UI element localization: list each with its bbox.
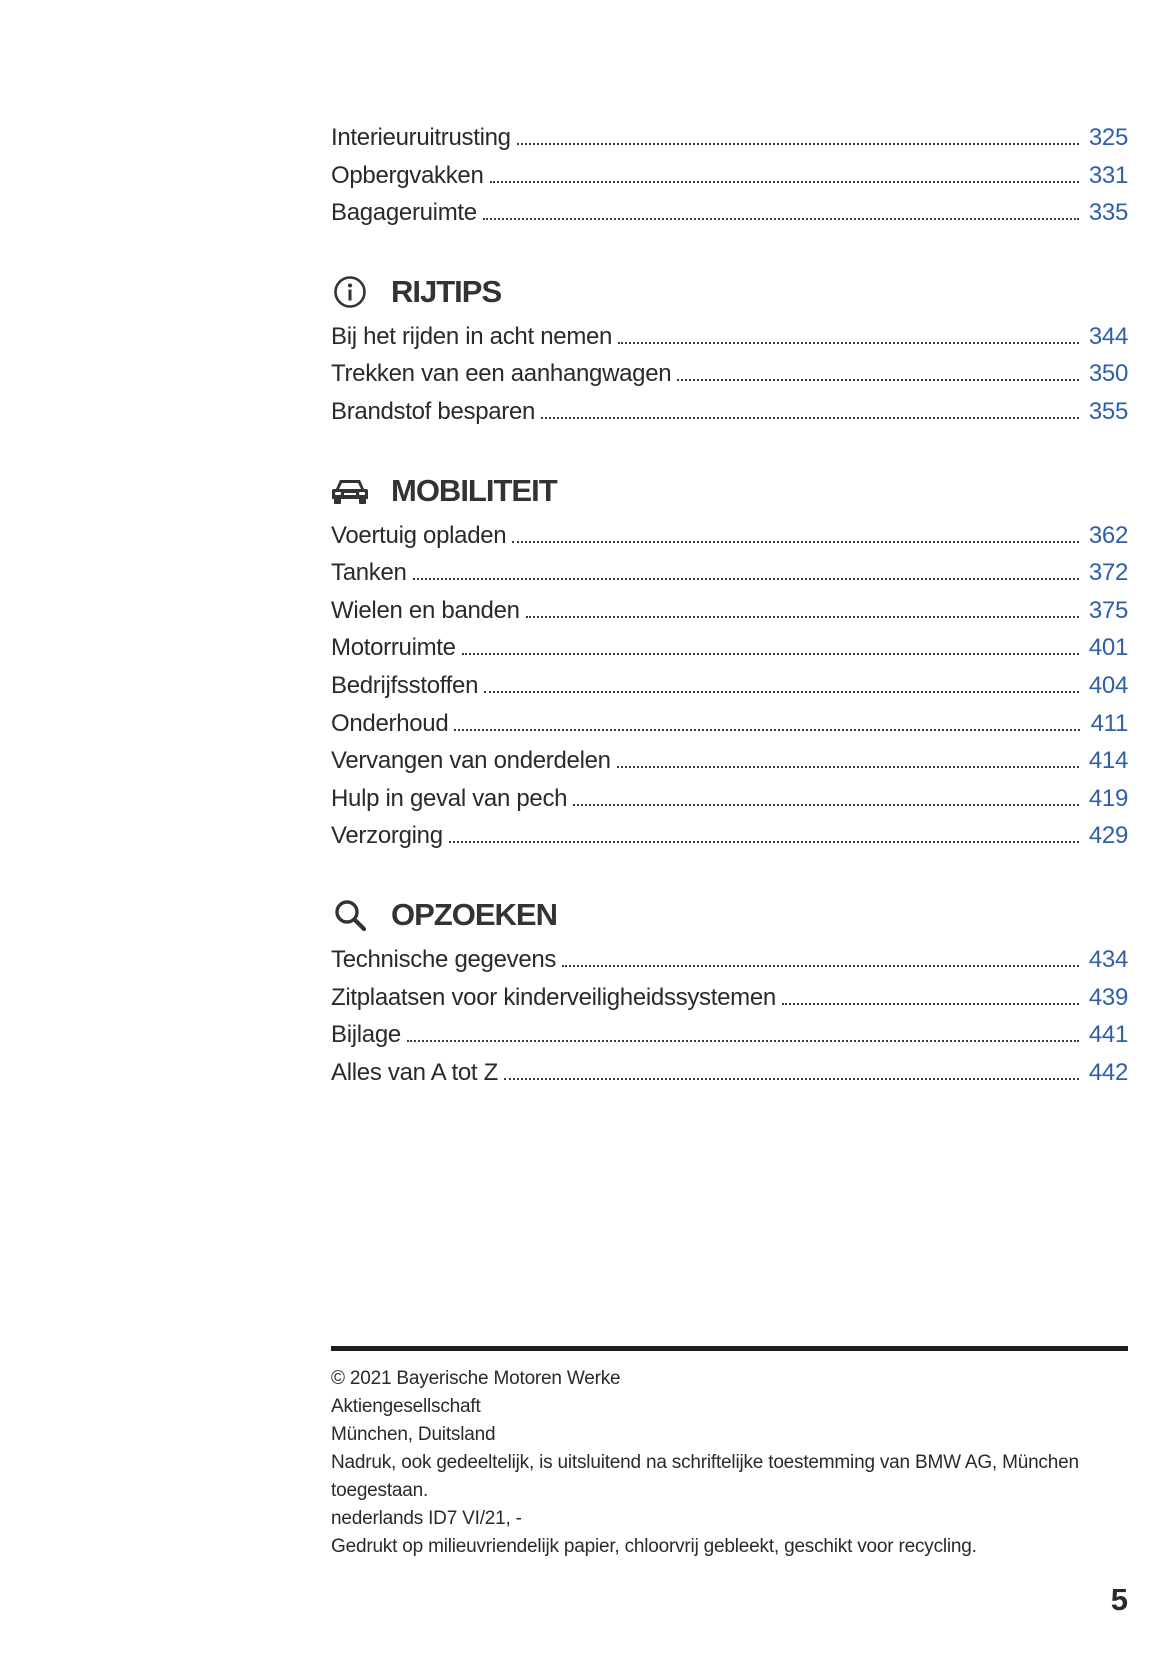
toc-entry[interactable]	[331, 1059, 1128, 1097]
dot-leader	[490, 180, 1079, 183]
section-header	[331, 265, 1128, 319]
toc-entry-title: Brandstof besparen	[331, 397, 536, 425]
info-icon	[331, 273, 369, 311]
toc-entry-title: Bedrijfsstoffen	[331, 671, 479, 699]
toc-entry[interactable]	[331, 822, 1128, 860]
toc-entry-page[interactable]: 419	[1088, 784, 1128, 812]
imprint-line: Aktiengesellschaft	[331, 1396, 481, 1417]
dot-leader	[454, 728, 1080, 731]
dot-leader	[449, 840, 1079, 843]
toc-entry-page[interactable]: 344	[1088, 322, 1128, 350]
toc-entry[interactable]	[331, 522, 1128, 560]
toc-entry[interactable]	[331, 946, 1128, 984]
imprint-line: toegestaan.	[331, 1480, 429, 1501]
dot-leader	[407, 1039, 1079, 1042]
toc-entry[interactable]	[331, 597, 1128, 635]
toc-entry-page[interactable]: 429	[1088, 822, 1128, 850]
toc-entry-title: Voertuig opladen	[331, 521, 507, 549]
toc-entry-title: Zitplaatsen voor kinderveiligheidssystemen	[331, 983, 776, 1011]
toc-entry-title: Opbergvakken	[331, 161, 484, 189]
dot-leader	[512, 540, 1078, 543]
toc-entry-title: Hulp in geval van pech	[331, 784, 568, 812]
dot-leader	[483, 217, 1079, 220]
dot-leader	[782, 1002, 1079, 1005]
toc-entry-page[interactable]: 355	[1088, 397, 1128, 425]
intro-entries	[331, 124, 1128, 237]
toc-entry[interactable]	[331, 785, 1128, 823]
toc-entry-page[interactable]: 441	[1088, 1021, 1128, 1049]
toc-entry-title: Bagageruimte	[331, 199, 477, 227]
dot-leader	[517, 142, 1079, 145]
toc-entry[interactable]	[331, 162, 1128, 200]
toc-entry-page[interactable]: 411	[1090, 709, 1128, 737]
dot-leader	[562, 964, 1079, 967]
toc-entry[interactable]	[331, 747, 1128, 785]
section-opzoeken	[331, 888, 1128, 1096]
toc-entry[interactable]	[331, 634, 1128, 672]
toc-entry[interactable]	[331, 398, 1128, 436]
section-rijtips	[331, 265, 1128, 436]
toc-entry-title: Verzorging	[331, 822, 443, 850]
car-icon	[331, 472, 369, 510]
imprint-line: nederlands ID7 VI/21, -	[331, 1508, 522, 1529]
toc-entry-title: Wielen en banden	[331, 596, 520, 624]
toc-entry[interactable]	[331, 199, 1128, 237]
dot-leader	[526, 615, 1079, 618]
toc-entry[interactable]	[331, 710, 1128, 748]
section-header	[331, 464, 1128, 518]
toc-entry[interactable]	[331, 672, 1128, 710]
dot-leader	[541, 416, 1079, 419]
section-header	[331, 888, 1128, 942]
toc-entry-title: Tanken	[331, 559, 407, 587]
imprint-line: Nadruk, ook gedeeltelijk, is uitsluitend na schriftelijke toestemming van BMW AG, München	[331, 1452, 1079, 1473]
toc-entry-page[interactable]: 335	[1088, 199, 1128, 227]
toc-entry-page[interactable]: 375	[1088, 596, 1128, 624]
toc-entry[interactable]	[331, 984, 1128, 1022]
toc-entry[interactable]	[331, 559, 1128, 597]
imprint-line: München, Duitsland	[331, 1424, 496, 1445]
imprint-line: © 2021 Bayerische Motoren Werke	[331, 1368, 621, 1389]
section-title: RIJTIPS	[391, 273, 502, 309]
imprint	[331, 1346, 1128, 1561]
divider	[331, 1346, 1128, 1351]
toc-entry[interactable]	[331, 124, 1128, 162]
toc-entry-page[interactable]: 362	[1088, 521, 1128, 549]
dot-leader	[618, 341, 1079, 344]
toc-entry-title: Motorruimte	[331, 634, 456, 662]
toc-entry-page[interactable]: 439	[1088, 983, 1128, 1011]
imprint-line: Gedrukt op milieuvriendelijk papier, chloorvrij gebleekt, geschikt voor recycling.	[331, 1536, 977, 1557]
toc-entry-page[interactable]: 442	[1088, 1058, 1128, 1086]
dot-leader	[573, 803, 1079, 806]
section-title: MOBILITEIT	[391, 472, 557, 508]
section-title: OPZOEKEN	[391, 896, 557, 932]
toc-entry[interactable]	[331, 1021, 1128, 1059]
toc-entry-title: Vervangen van onderdelen	[331, 747, 611, 775]
toc-entry-title: Alles van A tot Z	[331, 1058, 498, 1086]
dot-leader	[617, 765, 1079, 768]
toc-entry-page[interactable]: 404	[1088, 671, 1128, 699]
toc-entry-page[interactable]: 325	[1088, 124, 1128, 151]
toc-entry[interactable]	[331, 360, 1128, 398]
toc-entry-page[interactable]: 414	[1088, 747, 1128, 775]
dot-leader	[677, 378, 1079, 381]
toc-entry-page[interactable]: 331	[1088, 161, 1128, 189]
toc-entry-title: Onderhoud	[331, 709, 449, 737]
toc-entry-title: Interieuruitrusting	[331, 124, 511, 151]
section-mobiliteit	[331, 464, 1128, 860]
page-number: 5	[1110, 1582, 1128, 1617]
toc-entry-page[interactable]: 434	[1088, 945, 1128, 973]
toc-entry-title: Bijlage	[331, 1021, 401, 1049]
toc-entry-page[interactable]: 350	[1088, 360, 1128, 388]
table-of-contents	[331, 124, 1128, 1096]
toc-entry-title: Trekken van een aanhangwagen	[331, 360, 672, 388]
dot-leader	[413, 577, 1079, 580]
dot-leader	[504, 1077, 1079, 1080]
toc-entry-page[interactable]: 372	[1088, 559, 1128, 587]
toc-entry-title: Bij het rijden in acht nemen	[331, 322, 613, 350]
search-icon	[331, 896, 369, 934]
dot-leader	[462, 652, 1079, 655]
dot-leader	[484, 690, 1079, 693]
toc-entry-page[interactable]: 401	[1088, 634, 1128, 662]
toc-entry-title: Technische gegevens	[331, 945, 557, 973]
toc-entry[interactable]	[331, 323, 1128, 361]
